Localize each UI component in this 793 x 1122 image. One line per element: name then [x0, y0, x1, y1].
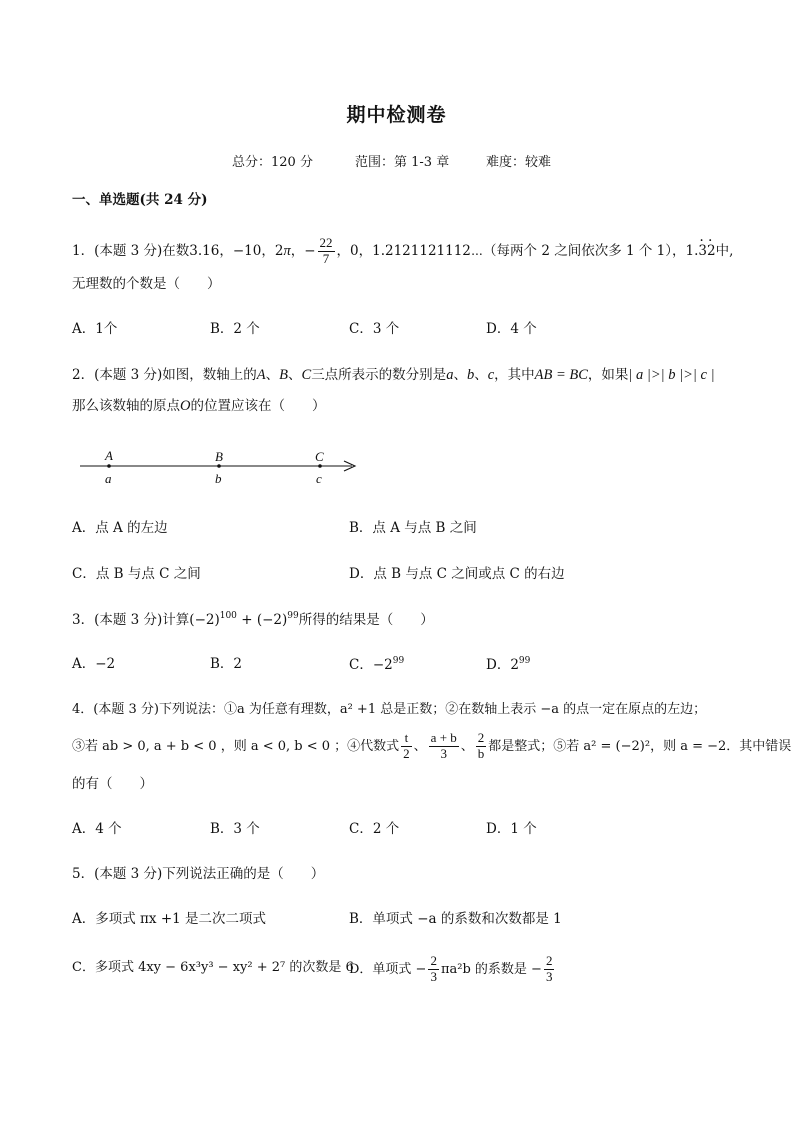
point-b-label: B: [215, 449, 223, 464]
q1-num-2: −10: [232, 242, 262, 259]
q4-option-a[interactable]: A．4 个: [72, 821, 122, 837]
q4-frac-1-den: 2: [403, 745, 410, 761]
chapter-range: 范围：第 1-3 章: [355, 155, 450, 170]
q3-option-c[interactable]: [349, 656, 404, 673]
q3-stem-prefix: 3．(本题 3 分)计算: [72, 612, 190, 628]
q3-exponent-2: 99: [287, 611, 299, 621]
q4-line2-suffix: 都是整式；⑤若 a² = (−2)²，则 a = −2．其中错误: [488, 738, 792, 754]
question-3-stem: [72, 611, 434, 628]
q5-d-frac-2-den: 3: [545, 968, 553, 984]
q5-option-c[interactable]: C．多项式 4xy − 6x³y³ − xy² + 2⁷ 的次数是 6: [72, 960, 354, 975]
q2-line2-prefix: 那么该数轴的原点: [72, 398, 180, 414]
q5-option-a[interactable]: A．多项式 πx +1 是二次二项式: [72, 911, 267, 927]
section-heading: 一、单选题(共 24 分): [72, 192, 208, 208]
q2-point-a: A: [256, 367, 266, 383]
q3-exponent-1: 100: [219, 611, 237, 621]
q1-fraction: [318, 236, 335, 267]
q1-frac-num: 22: [319, 235, 333, 250]
q1-stem-suffix: 中,: [715, 242, 734, 259]
q3-option-d-exp: 99: [518, 656, 531, 666]
q4-frac-3: [476, 731, 487, 762]
value-b-label: b: [215, 471, 222, 486]
q4-frac-3-den: b: [477, 745, 485, 761]
q2-origin: O: [180, 398, 191, 414]
q1-rep-digit-1: · 3: [698, 243, 707, 259]
question-4-line2: ③若 ab > 0, a + b < 0 ，则 a < 0, b < 0 ；④代数式 $\frac{t}{2}$ 、 $\frac{a + b}{3}$ 、 $\frac{2}{b}$ 都是整式；⑤若 a² = (−2)²，则 a = −2．其中错误: [72, 730, 792, 761]
q5-option-d-prefix: D．单项式 −: [349, 961, 427, 977]
page-title: 期中检测卷: [346, 104, 447, 126]
question-4-line1: 4．(本题 3 分)下列说法：①a 为任意有理数，a² +1 总是正数；②在数轴上表示 −a 的点一定在原点的左边；: [72, 702, 707, 717]
q1-option-a[interactable]: A．1个: [72, 321, 118, 337]
q3-base-2: + (−2): [236, 612, 288, 628]
q1-pi: π: [283, 242, 291, 259]
point-b-dot: [217, 464, 221, 468]
q2-point-b: B: [279, 367, 289, 383]
q4-frac-3-num: 2: [477, 730, 485, 745]
value-c-label: c: [316, 471, 322, 486]
q2-line2-suffix: 的位置应该在（ ）: [190, 398, 326, 414]
q5-d-frac-1: [428, 954, 439, 985]
q3-option-d[interactable]: [486, 656, 530, 673]
q1-option-d[interactable]: D．4 个: [486, 321, 537, 337]
point-c-dot: [318, 464, 322, 468]
q2-cond-prefix: ，其中: [494, 367, 535, 383]
q5-d-frac-1-num: 2: [430, 953, 437, 968]
q1-repeating-sequence: 1.2121121112⋯（每两个 2 之间依次多 1 个 1）: [372, 242, 673, 259]
q4-option-c[interactable]: C．2 个: [349, 821, 400, 837]
q3-option-d-base: D．2: [486, 657, 519, 673]
q2-val-a: a: [446, 367, 454, 383]
q4-option-b[interactable]: B．3 个: [210, 821, 260, 837]
q2-val-b: b: [466, 367, 475, 383]
question-4-line3: 的有（ ）: [72, 776, 153, 792]
difficulty-level: 难度：较难: [486, 155, 552, 170]
q3-base-1: (−2): [189, 612, 220, 628]
q5-option-d-mid: πa²b 的系数是 −: [440, 961, 542, 977]
value-a-label: a: [105, 471, 112, 486]
q4-frac-2: [429, 731, 459, 762]
q2-point-c: C: [301, 367, 312, 383]
q5-d-frac-2: [544, 954, 555, 985]
q1-zero: 0: [350, 242, 359, 259]
q3-option-c-base: C．−2: [349, 657, 393, 673]
total-score: 总分：120 分: [232, 155, 313, 170]
point-a-label: A: [105, 448, 113, 463]
question-1-line2: 无理数的个数是（ ）: [72, 276, 221, 292]
q4-frac-1: [401, 731, 412, 762]
q3-option-b[interactable]: B．2: [210, 656, 243, 672]
q1-option-b[interactable]: B．2 个: [210, 321, 260, 337]
q3-option-c-exp: 99: [392, 656, 405, 666]
q1-frac-den: 7: [322, 250, 330, 266]
q3-stem-suffix: 所得的结果是（ ）: [298, 612, 434, 628]
q4-option-d[interactable]: D．1 个: [486, 821, 537, 837]
q1-rep-int: 1.: [685, 242, 699, 259]
question-5-stem: 5．(本题 3 分)下列说法正确的是（ ）: [72, 866, 325, 882]
q1-num-1: 3.16: [189, 242, 220, 259]
q2-option-d[interactable]: D．点 B 与点 C 之间或点 C 的右边: [349, 566, 565, 582]
q5-d-frac-1-den: 3: [430, 968, 437, 984]
q4-line2-prefix: ③若 ab > 0, a + b < 0 ，则 a < 0, b < 0 ；④代数式: [72, 738, 400, 754]
q2-condition-2: | a |>| b |>| c |: [628, 367, 715, 383]
q4-frac-1-num: t: [401, 731, 412, 747]
q4-frac-2-den: 3: [440, 745, 447, 761]
q2-line1-prefix: 2．(本题 3 分)如图，数轴上的: [72, 367, 257, 383]
q2-option-b[interactable]: B．点 A 与点 B 之间: [349, 520, 477, 536]
q3-option-a[interactable]: A．−2: [72, 656, 116, 672]
question-2-line2: [72, 398, 325, 415]
point-a-dot: [107, 464, 111, 468]
q5-option-d[interactable]: [349, 954, 556, 985]
number-line-figure: [78, 446, 368, 492]
q2-line1-mid: 三点所表示的数分别是: [311, 367, 447, 383]
q2-condition-1: AB = BC: [534, 367, 588, 383]
point-c-label: C: [315, 449, 324, 464]
q2-val-c: c: [487, 367, 495, 383]
q5-d-frac-2-num: 2: [545, 953, 553, 968]
q1-rep-digit-2: · 2: [707, 243, 716, 259]
q2-option-a[interactable]: A．点 A 的左边: [72, 520, 168, 536]
q4-frac-2-num: a + b: [430, 730, 457, 745]
q1-stem-prefix: 1．(本题 3 分)在数: [72, 242, 190, 259]
q1-option-c[interactable]: C．3 个: [349, 321, 400, 337]
question-1-stem: 1．(本题 3 分)在数3.16，−10，2π，− $\frac{22}{7}$ ，0，1.2121121112⋯（每两个 2 之间依次多 1 个 1），1.· 3· 2中,: [72, 236, 733, 267]
q1-num-3: 2: [274, 242, 284, 259]
q2-option-c[interactable]: C．点 B 与点 C 之间: [72, 566, 201, 582]
q5-option-b[interactable]: B．单项式 −a 的系数和次数都是 1: [349, 911, 562, 927]
question-2-line1: 2．(本题 3 分)如图，数轴上的A、B、C三点所表示的数分别是a、b、c，其中AB = BC，如果| a |>| b |>| c |: [72, 367, 715, 383]
q2-cond-if: ，如果: [587, 367, 629, 383]
